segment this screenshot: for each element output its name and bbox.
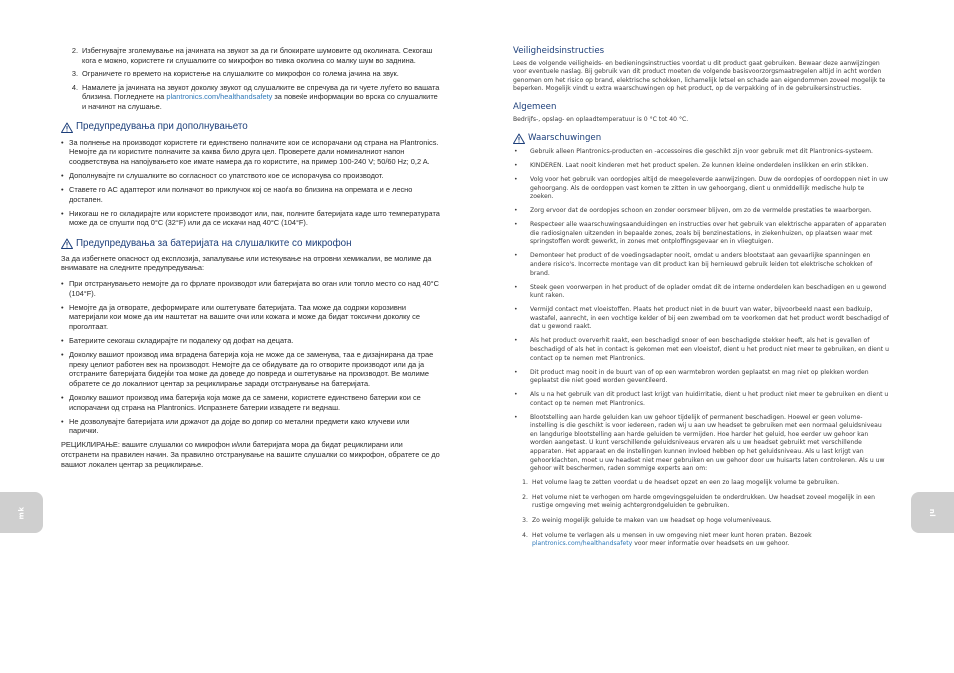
list-item: • Не дозволувајте батеријата или држачот да дојде во допир со метални предмети како клучеви или парички.: [61, 417, 440, 436]
list-text: Het volume niet te verhogen om harde omgevingsgeluiden te onderdrukken. Uw headset zoveel mogelijk in een rustige omgeving met weinig achtergrondgeluiden te gebruiken.: [532, 493, 875, 510]
language-tab-nl: [911, 492, 954, 533]
recycling-text: РЕЦИКЛИРАЊЕ: вашите слушалки со микрофон и/или батеријата мора да бидат рециклирани или отстранети на правилен начин. За правилно отстранување на вашите слушалки со микрофон, обратете се до вашиот локален центар за рециклирање.: [61, 440, 440, 469]
ear-safety-list: [61, 46, 440, 112]
language-tab-label: mk: [17, 506, 26, 519]
list-text-part: voor meer informatie over headsets en uw gehoor.: [632, 540, 790, 548]
list-item: • Demonteer het product of de voedingsadapter nooit, omdat u anders blootstaat aan gevaarlijke spanningen en andere risico's. Incorrecte montage van dit product kan bij hernieuwd gebruik leiden tot elektrische schokken of brand.: [513, 252, 889, 278]
list-text: Никогаш не го складирајте или користете производот или, пак, полните батеријата каде што температурата може да се спушти под 0°C (32°F) или да се искачи над 40°C (104°F).: [69, 208, 440, 228]
heading-text: Waarschuwingen: [528, 133, 602, 144]
list-text: Немојте да ја отворате, деформирате или оштетувате батеријата. Таа може да содржи корозивни материјали кои може да им наштетат на вашите очи или кожата и може да бидат токсични доколку се проголтаат.: [69, 302, 420, 331]
list-text: Zorg ervoor dat de oordopjes schoon en zonder oorsmeer blijven, om zo de vermelde prestaties te waarborgen.: [530, 207, 872, 215]
page-right: [477, 0, 954, 673]
accessory-warnings-heading: [61, 122, 440, 133]
list-number: 3.: [71, 69, 78, 79]
list-item: • Zorg ervoor dat de oordopjes schoon en zonder oorsmeer blijven, om zo de vermelde prestaties te waarborgen.: [513, 207, 889, 216]
safety-text: Lees de volgende veiligheids- en bedieningsinstructies voordat u dit product gaat gebruiken. Bewaar deze aanwijzingen voor eventuele naslag. Bij gebruik van dit product moeten de volgende basisvoorzorgsmaatregelen altijd in acht worden genomen om het risico op brand, elektrische schokken, lichamelijk letsel en schade aan eigendommen zoveel mogelijk te beperken. Mogelijk vindt u extra waarschuwingen op het product, op de verpakking of in de gebruikersinstructies.: [513, 59, 886, 93]
list-item: • Ставете го AC адаптерот или полначот во приклучок кој се наоѓа во близина на опремата и е лесно достапен.: [61, 185, 440, 204]
heading-text: Предупредувања за батеријата на слушалките со микрофон: [76, 237, 352, 249]
list-text: Избегнувајте зголемување на јачината на звукот за да ги блокирате шумовите од околината. Секогаш кога е можно, користете ги слушалките со микрофон во тивка околина со малку шум во заднина.: [82, 46, 433, 65]
list-item: • Steek geen voorwerpen in het product of de oplader omdat dit de interne onderdelen kan beschadigen en u gewond kunt raken.: [513, 284, 889, 301]
list-text: Доколку вашиот производ има вградена батерија која не може да се заменува, таа е дизајнирана да трае преку целиот работен век на производот. Немојте да се обидувате да го отворите производот или да ја отстраните батеријата бидејќи тоа може да доведе до повреда и оштетување на производот. Ве молиме обратете се до локалниот центар за рециклирање заради отстранување на батеријата.: [69, 350, 434, 388]
heading-text: Предупредувања при дополнувањето: [76, 121, 248, 133]
list-item: [513, 517, 889, 526]
list-text: Gebruik alleen Plantronics-producten en -accessoires die geschikt zijn voor gebruik met dit Plantronics-systeem.: [530, 148, 873, 156]
list-text-part: за повеќе информации во врска со слушалките и начинот на слушање.: [82, 92, 438, 111]
list-text: Steek geen voorwerpen in het product of de oplader omdat dit de interne onderdelen kan beschadigen en u gewond kunt raken.: [530, 283, 887, 300]
list-text: Volg voor het gebruik van oordopjes altijd de meegeleverde aanwijzingen. Duw de oordopjes of oordoppen niet in uw gehoorgang. Als de oordoppen vast komen te zitten in uw gehoorgang, dient u onmiddellijk medische hulp te zoeken.: [530, 176, 888, 201]
list-text: Zo weinig mogelijk geluide te maken van uw headset op hoge volumeniveaus.: [532, 517, 772, 525]
general-heading: Algemeen: [513, 101, 557, 112]
accessory-warnings-list: [61, 138, 440, 228]
list-text: [532, 532, 889, 549]
battery-warnings-heading: [61, 238, 440, 249]
list-number: 4.: [71, 82, 78, 92]
warnings-heading: [513, 133, 889, 144]
general-text: Bedrijfs-, opslag- en oplaadtemperatuur is 0 °C tot 40 °C.: [513, 115, 689, 123]
warnings-list: [513, 148, 889, 474]
list-item: [513, 494, 889, 511]
right-column: [513, 47, 889, 555]
list-item: • Als u na het gebruik van dit product last krijgt van huidirritatie, dient u het product niet meer te gebruiken en dient u contact op te nemen met Plantronics.: [514, 391, 889, 407]
left-column: [61, 46, 440, 475]
list-text: Ставете го AC адаптерот или полначот во приклучок кој се наоѓа во близина на опремата и е лесно достапен.: [69, 184, 413, 204]
language-tab-mk: [0, 492, 43, 533]
list-item: [513, 532, 889, 549]
battery-intro: За да избегнете опасност од експлозија, запалување или истекување на отровни хемикалии, ве молиме да внимавате на следните предупредувања:: [61, 253, 432, 273]
list-text: За полнење на производот користете ги единствено полначите кои се испорачани од страна на Plantronics. Немојте да ги користите полначите за каква било друга цел. Проверете дали номиналниот напон соодветствува на напојувањето кое имате намера да го користите, на пример 100-240 V; 50/60 Hz; 0,2 A.: [69, 137, 439, 166]
list-text: Dit product mag nooit in de buurt van of op een warmtebron worden geplaatst en mag niet op plekken worden geplaatst die niet goed worden geventileerd.: [530, 368, 869, 385]
list-item: • Gebruik alleen Plantronics-producten en -accessoires die geschikt zijn voor gebruik met dit Plantronics-systeem.: [513, 148, 889, 157]
list-item: • Дополнувајте ги слушалките во согласност со упатството кое се испорачува со производот.: [61, 171, 440, 181]
list-item: [61, 83, 440, 112]
list-item: • Dit product mag nooit in de buurt van of op een warmtebron worden geplaatst en mag niet op plekken worden geplaatst die niet goed worden geventileerd.: [513, 369, 889, 386]
list-text-part: Het volume te verlagen als u mensen in uw omgeving niet meer kunt horen praten. Bezoek: [532, 531, 812, 539]
battery-warnings-list: [61, 279, 440, 436]
list-item: • За полнење на производот користете ги единствено полначите кои се испорачани од страна на Plantronics. Немојте да ги користите полначите за каква било друга цел. Проверете дали номиналниот напон соодветствува на напојувањето кое имате намера да го користите, на пример 100-240 V; 50/60 Hz; 0,2 A.: [61, 137, 439, 166]
list-text: [82, 83, 440, 112]
warning-triangle-icon: [513, 133, 525, 144]
list-text-part: Намалете ја јачината на звукот доколку звукот од слушалките ве спречува да ги чуете луѓето во вашата близина. Погледнете на: [82, 82, 440, 102]
list-text: Дополнувајте ги слушалките во согласност со упатството кое се испорачува со производот.: [69, 170, 384, 180]
list-text: Vermijd contact met vloeistoffen. Plaats het product niet in de buurt van water, bijvoorbeeld naast een badkuip, wastafel, aanrecht, in een vochtige kelder of bij een zwembad om te voorkomen dat het product wordt beschadigd of dat u gewond raakt.: [530, 306, 889, 331]
list-text: Батериите секогаш складирајте ги подалеку од дофат на децата.: [69, 335, 294, 345]
list-text: Als u na het gebruik van dit product last krijgt van huidirritatie, dient u het product niet meer te gebruiken en dient u contact op te nemen met Plantronics.: [530, 391, 889, 407]
list-text: Доколку вашиот производ има батерија која може да се замени, користете единствено батерии кои се испорачани од страна на Plantronics. Испразнете батерии извадете ги веднаш.: [69, 392, 421, 412]
list-number: 1.: [522, 479, 528, 487]
hearing-protection-list: [513, 479, 889, 549]
list-text: Het volume laag te zetten voordat u de headset opzet en een zo laag mogelijk volume te gebruiken.: [532, 479, 840, 487]
list-item: • Blootstelling aan harde geluiden kan uw gehoor tijdelijk of permanent beschadigen. Hoewel er geen volume-instelling is die geschikt is voor iedereen, raden wij u aan uw headset te gebruiken met een normaal geluidsniveau en langdurige blootstelling aan harde geluiden te vermijden. Hoe harder het geluid, hoe eerder uw gehoor kan worden aangetast. U kunt verschillende geluidsniveaus ervaren als u uw headset gebruikt met verschillende apparaten. Het apparaat en de instellingen kunnen invloed hebben op het geluidsniveau. Als u last krijgt van gehoorklachten, moet u uw headset niet meer gebruiken en uw gehoor door uw huisarts laten controleren. Als u uw gehoor wilt beschermen, raden sommige experts aan om:: [513, 414, 889, 474]
warning-triangle-icon: [61, 238, 73, 249]
language-tab-label: nl: [928, 508, 937, 517]
list-text: Demonteer het product of de voedingsadapter nooit, omdat u anders blootstaat aan gevaarlijke spanningen en andere risico's. Incorrecte montage van dit product kan bij hernieuwd gebruik leiden tot elektrische schokken of brand.: [530, 252, 873, 277]
list-item: • KINDEREN. Laat nooit kinderen met het product spelen. Ze kunnen kleine onderdelen inslikken en erin stikken.: [513, 162, 889, 171]
list-item: • Доколку вашиот производ има вградена батерија која не може да се заменува, таа е дизајнирана да трае преку целиот работен век на производот. Немојте да се обидувате да го отворите производот или да ја отстраните батеријата бидејќи тоа може да доведе до повреда и оштетување на производот. Ве молиме обратете се до локалниот центар за рециклирање заради отстранување на батеријата.: [61, 350, 440, 388]
list-item: [61, 46, 440, 65]
list-text: Не дозволувајте батеријата или држачот да дојде во допир со метални предмети како клучеви или парички.: [69, 416, 410, 436]
list-text: Respecteer alle waarschuwingsaanduidingen en instructies over het gebruik van elektrische apparaten of apparaten die radiosignalen uitzenden in bepaalde zones, zoals bij benzinestations, in ziekenhuizen, op plaatsen waar met springstoffen wordt gewerkt, in zones met ontploffingsgevaar en in vliegtuigen.: [530, 221, 887, 246]
list-text: KINDEREN. Laat nooit kinderen met het product spelen. Ze kunnen kleine onderdelen inslikken en erin stikken.: [530, 162, 869, 170]
list-item: • Vermijd contact met vloeistoffen. Plaats het product niet in de buurt van water, bijvoorbeeld naast een badkuip, wastafel, aanrecht, in een vochtige kelder of bij een zwembad om te voorkomen dat het product wordt beschadigd of dat u gewond raakt.: [514, 306, 889, 331]
safety-heading: Veiligheidsinstructies: [513, 46, 605, 56]
list-item: • При отстранувањето немојте да го фрлате производот или батеријата во оган или топло место со над 40°C (104°F).: [61, 279, 439, 298]
list-text: При отстранувањето немојте да го фрлате производот или батеријата во оган или топло место со над 40°C (104°F).: [69, 279, 439, 298]
list-item: • Доколку вашиот производ има батерија која може да се замени, користете единствено батерии кои се испорачани од страна на Plantronics. Испразнете батерии извадете ги веднаш.: [61, 393, 440, 412]
healthandsafety-link[interactable]: plantronics.com/healthandsafety: [166, 92, 273, 102]
list-item: • Als het product oververhit raakt, een beschadigd snoer of een beschadigde stekker heeft, als het is gevallen of beschadigd of als het in contact is gekomen met een vloeistof, dient u het product niet meer te gebruiken, en dient u contact op te nemen met Plantronics.: [514, 337, 889, 362]
healthandsafety-link[interactable]: plantronics.com/healthandsafety: [532, 540, 633, 548]
list-text: Ограничете го времето на користење на слушалките со микрофон со голема јачина на звук.: [82, 69, 399, 79]
warning-triangle-icon: [61, 122, 73, 133]
list-number: 2.: [522, 493, 528, 501]
list-item: • Respecteer alle waarschuwingsaanduidingen en instructies over het gebruik van elektrische apparaten of apparaten die radiosignalen uitzenden in bepaalde zones, zoals bij benzinestations, in ziekenhuizen, op plaatsen waar met springstoffen wordt gewerkt, in zones met ontploffingsgevaar en in vliegtuigen.: [513, 221, 889, 247]
list-text: Als het product oververhit raakt, een beschadigd snoer of een beschadigde stekker heeft, als het is gevallen of beschadigd of als het in contact is gekomen met een vloeistof, dient u het product niet meer te gebruiken, en dient u contact op te nemen met Plantronics.: [530, 337, 889, 362]
list-item: • Никогаш не го складирајте или користете производот или, пак, полните батеријата каде што температурата може да се спушти под 0°C (32°F) или да се искачи над 40°C (104°F).: [61, 208, 440, 228]
list-number: 4.: [522, 531, 528, 539]
list-text: Blootstelling aan harde geluiden kan uw gehoor tijdelijk of permanent beschadigen. Hoewel er geen volume-instelling is die geschikt is voor iedereen, raden wij u aan uw headset te gebruiken met een normaal geluidsniveau en langdurige blootstelling aan harde geluiden te vermijden. Hoe harder het geluid, hoe eerder uw gehoor kan worden aangetast. U kunt verschillende geluidsniveaus ervaren als u uw headset gebruikt met verschillende apparaten. Het apparaat en de instellingen kunnen invloed hebben op het geluidsniveau. Als u last krijgt van gehoorklachten, moet u uw headset niet meer gebruiken en uw gehoor door uw huisarts laten controleren. Als u uw gehoor wilt beschermen, raden sommige experts aan om:: [530, 413, 885, 473]
list-number: 2.: [71, 46, 78, 55]
list-item: [513, 479, 889, 488]
list-number: 3.: [522, 517, 528, 525]
list-item: • Немојте да ја отворате, деформирате или оштетувате батеријата. Таа може да содржи корозивни материјали кои може да им наштетат на вашите очи или кожата и може да бидат токсични доколку се проголтаат.: [61, 303, 440, 332]
list-item: • Батериите секогаш складирајте ги подалеку од дофат на децата.: [61, 336, 440, 346]
list-item: [61, 69, 440, 79]
list-item: • Volg voor het gebruik van oordopjes altijd de meegeleverde aanwijzingen. Duw de oordopjes of oordoppen niet in uw gehoorgang. Als de oordoppen vast komen te zitten in uw gehoorgang, dient u onmiddellijk medische hulp te zoeken.: [514, 176, 888, 201]
